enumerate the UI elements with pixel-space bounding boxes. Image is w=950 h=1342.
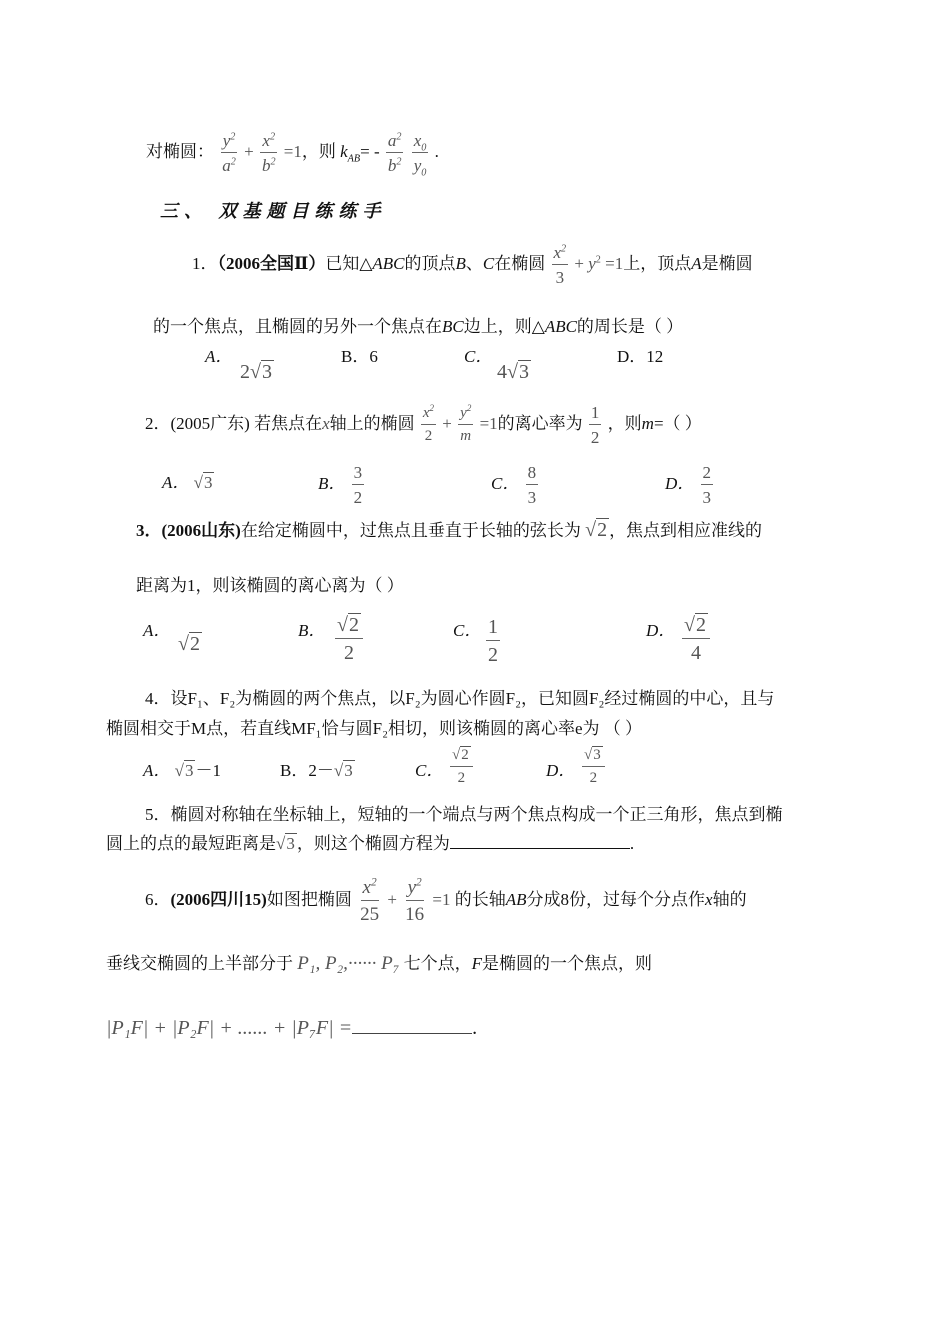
intro-then: ，则 bbox=[301, 141, 336, 161]
question-2-option-a: A． √3 bbox=[162, 473, 213, 492]
question-6-source: (2006四川15) bbox=[170, 889, 267, 909]
question-1-option-d: D．12 bbox=[617, 347, 664, 366]
section-heading: 三、 双基题目练练手 bbox=[160, 201, 387, 221]
fraction-a2-b2: $\frac{a^2}{b^2}$ bbox=[387, 131, 402, 175]
question-1-option-a: A． bbox=[205, 347, 233, 366]
question-1-line-1: 1．（2006全国Ⅱ）已知△ABC的顶点B、C在椭圆 $\frac{x^2}{3}$ + $y^2 =1$上，顶点A是椭圆 bbox=[192, 243, 753, 287]
question-3-option-c: C． bbox=[453, 621, 482, 640]
question-2-option-d: D． $\frac{2}{3}$ bbox=[665, 463, 712, 507]
question-1-option-b: B．6 bbox=[341, 347, 378, 366]
question-2-option-b: B． $\frac{3}{2}$ bbox=[318, 463, 363, 507]
question-4-option-d-value: $\frac{√3}{2}$ bbox=[580, 748, 607, 786]
question-4-line-1: 4．设F₁、F₂为椭圆的两个焦点，以F₂为圆心作圆F₂，已知圆F₂经过椭圆的中心，且与 bbox=[145, 689, 775, 708]
fraction-x2-2: $\frac{x^2}{2}$ bbox=[422, 403, 435, 444]
question-6-answer-blank[interactable] bbox=[352, 1022, 472, 1034]
question-6-line-2: 垂线交椭圆的上半部分于 P₁, P₂,······ P₇ 七个点，F是椭圆的一个焦点，则 bbox=[106, 953, 653, 974]
question-3-line-2: 距离为1，则该椭圆的离心离为（ ） bbox=[136, 576, 404, 595]
question-1-source: （2006全国Ⅱ） bbox=[217, 253, 326, 273]
question-3-option-a: A． bbox=[143, 621, 171, 640]
question-4-option-a: A． √3 －1 bbox=[143, 761, 221, 780]
question-1-option-c: C． bbox=[464, 347, 493, 366]
intro-eq: = - bbox=[360, 141, 380, 161]
question-4-option-d: D． bbox=[546, 761, 576, 780]
question-3-option-d-value: $\frac{√2}{4}$ bbox=[680, 615, 712, 663]
question-3-option-c-value: $\frac{1}{2}$ bbox=[488, 616, 498, 666]
fraction-y2-m: $\frac{y^2}{m}$ bbox=[460, 403, 472, 444]
question-3-source: (2006山东) bbox=[161, 521, 241, 540]
question-5-line-1: 5．椭圆对称轴在坐标轴上，短轴的一个端点与两个焦点构成一个正三角形，焦点到椭 bbox=[145, 805, 783, 824]
fraction-x2-3: $\frac{x^2}{3}$ bbox=[553, 243, 567, 287]
fraction-x0-y0: $\frac{x_0}{y_0}$ bbox=[413, 131, 427, 179]
question-4-option-b: B．2－√3 bbox=[280, 761, 353, 780]
question-3-option-b: B． bbox=[298, 621, 326, 640]
question-5-answer-blank[interactable] bbox=[450, 834, 630, 849]
fraction-1-2: $\frac{1}{2}$ bbox=[590, 403, 600, 447]
intro-end: . bbox=[434, 141, 439, 161]
question-2-line-1: 2．(2005广东) 若焦点在x轴上的椭圆 $\frac{x^2}{2}$ + $\frac{y^2}{m}$ =1的离心率为 $\frac{1}{2}$ ，则m=（ ） bbox=[145, 403, 702, 447]
fraction-x2-25: $\frac{x^2}{25}$ bbox=[360, 876, 380, 925]
distance-sum-expression: |P₁F| + |P₂F| + ...... + |P₇F| = bbox=[106, 1017, 353, 1039]
question-5-line-2: 圆上的点的最短距离是√3 ，则这个椭圆方程为 . bbox=[106, 834, 635, 853]
intro-line: 对椭圆： $\frac{y^2}{a^2}$ + $\frac{x^2}{b^2}$ =1，则 $k_{AB}=$ - $\frac{a^2}{b^2}$ $\frac{x_0}{y_0}$ . bbox=[146, 131, 439, 179]
question-6-line-3: |P₁F| + |P₂F| + ...... + |P₇F| = . bbox=[106, 1017, 478, 1039]
question-6-line-1: 6．(2006四川15)如图把椭圆 $\frac{x^2}{25}$ + $\frac{y^2}{16}$ =1 的长轴AB分成8份，过每个分点作x轴的 bbox=[145, 876, 747, 925]
fraction-y2-a2: $\frac{y^2}{a^2}$ bbox=[222, 131, 236, 175]
question-3-line-1: 3．(2006山东)在给定椭圆中，过焦点且垂直于长轴的弦长为 √2 ，焦点到相应准线的 bbox=[136, 519, 763, 541]
points-p1-to-p7: P₁, P₂,······ P₇ bbox=[297, 953, 400, 974]
question-1-option-a-value: 2√3 bbox=[240, 361, 272, 383]
question-4-option-c: C． bbox=[415, 761, 444, 780]
slope-symbol: $k_{AB}$ bbox=[340, 141, 361, 165]
question-1-option-c-value: 4√3 bbox=[497, 361, 529, 383]
fraction-x2-b2: $\frac{x^2}{b^2}$ bbox=[261, 131, 276, 175]
question-1-line-2: 的一个焦点，且椭圆的另外一个焦点在BC边上，则△ABC的周长是（ ） bbox=[153, 317, 684, 336]
question-3-option-b-value: $\frac{√2}{2}$ bbox=[333, 615, 365, 663]
question-2-source: (2005广东) bbox=[170, 413, 250, 433]
intro-label: 对椭圆： bbox=[146, 141, 214, 161]
fraction-y2-16: $\frac{y^2}{16}$ bbox=[405, 876, 425, 925]
question-4-line-2: 椭圆相交于M点，若直线MF₁恰与圆F₂相切，则该椭圆的离心率e为 （ ） bbox=[106, 719, 643, 738]
question-4-option-c-value: $\frac{√2}{2}$ bbox=[448, 748, 475, 786]
sqrt-2: √2 bbox=[585, 519, 608, 541]
question-3-option-a-value: √2 bbox=[178, 633, 200, 655]
question-3-option-d: D． bbox=[646, 621, 676, 640]
question-2-option-c: C． $\frac{8}{3}$ bbox=[491, 463, 537, 507]
